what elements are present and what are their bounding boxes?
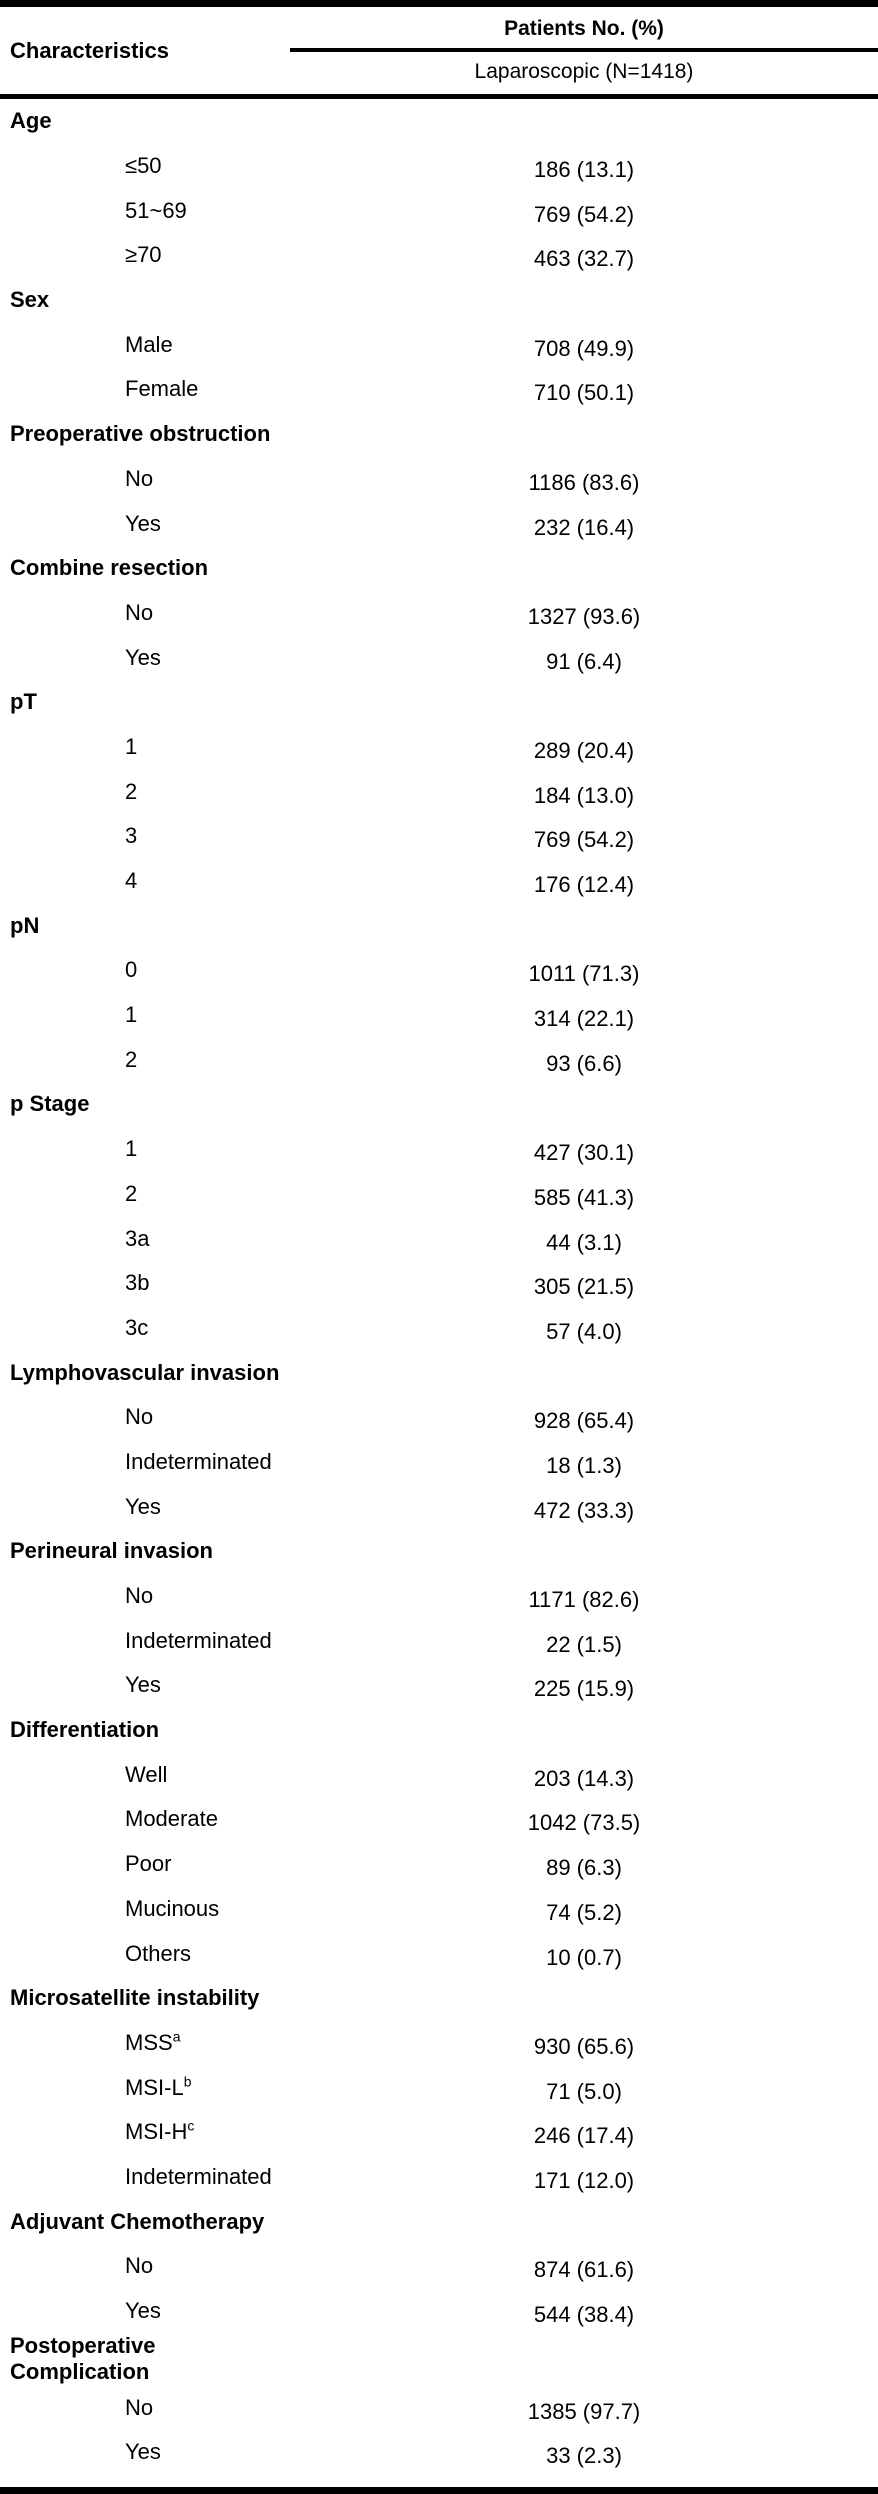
table-row [0,1172,878,1217]
row-value: 176 (12.4) [533,872,635,898]
table-row [0,2110,878,2155]
table-row [0,1618,878,1663]
table-row [0,322,878,367]
row-value: 93 (6.6) [546,1050,622,1076]
row-label-text: 3b [125,1270,150,1296]
row-label [125,242,162,268]
table-row [0,1887,878,1932]
row-label-superscript: c [187,2117,195,2134]
table-row [0,1931,878,1976]
row-value: 544 (38.4) [533,2302,635,2328]
row-label-text: Indeterminated [125,1448,272,1474]
table-row [0,2244,878,2289]
row-value: 1011 (71.3) [528,961,640,987]
row-value: 10 (0.7) [546,1944,622,1970]
section-header-row [0,1529,878,1574]
row-label-text: 51~69 [125,197,187,223]
row-value: 203 (14.3) [533,1765,635,1791]
row-value: 89 (6.3) [546,1855,622,1881]
row-label [125,1002,137,1028]
table-row [0,2289,878,2334]
section-title: pN [10,912,40,938]
table-row [0,859,878,904]
section-title: Microsatellite instability [10,1985,260,2011]
row-label-text: 1 [125,733,138,759]
table-row [0,501,878,546]
row-value: 57 (4.0) [546,1318,622,1344]
row-label [125,1270,149,1296]
table-body [0,99,878,2475]
table-row [0,1127,878,1172]
row-label-text: MSI-L [125,2074,184,2100]
row-label [125,2030,180,2056]
table-row [0,2385,878,2430]
row-label-text: Indeterminated [125,1627,272,1653]
section-header-row [0,1976,878,2021]
section-header-row [0,2199,878,2244]
row-label [125,511,161,537]
row-label [125,779,137,805]
table-row [0,2430,878,2475]
table-row [0,769,878,814]
section-title: Postoperative Complication [10,2333,156,2385]
row-label-text: No [125,2253,154,2279]
table-row [0,1574,878,1619]
section-title: Sex [10,287,50,313]
row-label [125,1449,272,1475]
patient-characteristics-table [0,7,878,2475]
row-label [125,376,198,402]
section-header-row [0,278,878,323]
row-label-text: Yes [125,1493,161,1519]
row-value: 928 (65.4) [533,1408,635,1434]
table-row [0,233,878,278]
row-value: 232 (16.4) [533,514,635,540]
row-value: 1186 (83.6) [528,469,640,495]
row-value: 305 (21.5) [533,1274,635,1300]
column-header-patients-no: Patients No. (%) [504,17,664,40]
section-header-row [0,903,878,948]
row-label-text: No [125,599,154,625]
row-label [125,600,153,626]
row-value: 585 (41.3) [533,1184,635,1210]
row-label-text: No [125,2394,154,2420]
section-header-row [0,680,878,725]
row-label-text: Yes [125,1672,161,1698]
row-label-superscript: a [172,2028,181,2045]
row-label [125,198,187,224]
section-header-row [0,1350,878,1395]
column-header-patients-group [290,7,878,94]
row-value: 1385 (97.7) [527,2398,641,2424]
row-label-text: MSI-H [125,2119,188,2145]
row-label [125,1762,167,1788]
row-label-text: Mucinous [125,1895,220,1921]
row-label [125,734,137,760]
row-label-text: Well [125,1761,168,1787]
row-label-text: MSS [125,2029,173,2055]
row-label [125,2395,153,2421]
table-row [0,814,878,859]
row-value: 1042 (73.5) [527,1810,641,1836]
row-label-text: 2 [125,1046,138,1072]
table-row [0,1842,878,1887]
table-row [0,1395,878,1440]
row-label [125,1672,161,1698]
row-label [125,2164,272,2190]
row-label-text: 2 [125,1180,138,1206]
row-label-text: Moderate [125,1806,218,1832]
row-label-text: Poor [125,1851,172,1877]
row-label [125,1136,137,1162]
row-label [125,645,161,671]
table-row [0,1306,878,1351]
row-value: 769 (54.2) [533,201,635,227]
table-row [0,948,878,993]
table-row [0,1484,878,1529]
row-label [125,2439,161,2465]
row-label [125,466,153,492]
table-row [0,367,878,412]
row-label [125,1628,272,1654]
row-value: 708 (49.9) [533,335,635,361]
table-row [0,2021,878,2066]
row-label [125,1315,148,1341]
row-label-text: Yes [125,2298,161,2324]
row-label [125,1047,137,1073]
section-title: p Stage [10,1091,90,1117]
row-value: 74 (5.2) [546,1899,622,1925]
section-header-row [0,99,878,144]
table-row [0,2155,878,2200]
column-header-characteristics: Characteristics [10,37,169,63]
row-label-text: Female [125,376,199,402]
table-row [0,1663,878,1708]
row-value: 769 (54.2) [533,827,635,853]
row-label [125,1851,171,1877]
section-header-row [0,1082,878,1127]
row-label-text: Male [125,331,173,357]
table-row [0,2065,878,2110]
row-label [125,868,137,894]
row-label [125,332,173,358]
row-label-text: 1 [125,1136,138,1162]
row-value: 186 (13.1) [533,157,635,183]
row-label [125,2298,161,2324]
row-label [125,2119,194,2145]
row-value: 289 (20.4) [533,737,635,763]
row-label-text: No [125,1583,154,1609]
row-label [125,2253,153,2279]
row-label [125,1494,161,1520]
row-label [125,1404,153,1430]
table-row [0,1752,878,1797]
table-header [0,7,878,99]
row-label-superscript: b [183,2073,192,2090]
section-title: Lymphovascular invasion [10,1359,280,1385]
table-row [0,188,878,233]
table-row [0,993,878,1038]
row-value: 22 (1.5) [546,1631,622,1657]
section-title: Combine resection [10,555,209,581]
row-label-text: 4 [125,868,138,894]
section-title: Differentiation [10,1717,160,1743]
row-value: 463 (32.7) [533,246,635,272]
row-label [125,957,137,983]
row-label [125,2075,191,2101]
row-label [125,1896,219,1922]
table-row [0,1797,878,1842]
row-label-text: No [125,465,154,491]
row-value: 1171 (82.6) [528,1587,640,1613]
column-subheader-laparoscopic: Laparoscopic (N=1418) [474,60,694,83]
row-label-text: ≥70 [125,242,162,268]
row-value: 874 (61.6) [533,2257,635,2283]
row-value: 427 (30.1) [533,1140,635,1166]
row-label [125,1941,191,1967]
table-row [0,1261,878,1306]
row-label-text: 3a [125,1225,150,1251]
row-value: 33 (2.3) [546,2443,622,2469]
row-label [125,1181,137,1207]
row-value: 71 (5.0) [546,2078,622,2104]
row-label-text: 1 [125,1002,138,1028]
row-label-text: ≤50 [125,153,162,179]
row-value: 171 (12.0) [533,2167,635,2193]
section-title: Adjuvant Chemotherapy [10,2208,265,2234]
row-value: 1327 (93.6) [527,603,641,629]
row-value: 246 (17.4) [533,2123,635,2149]
row-label-text: 2 [125,778,138,804]
table-row [0,457,878,502]
row-label [125,1806,218,1832]
table-row [0,1037,878,1082]
row-label [125,1226,149,1252]
row-value: 44 (3.1) [546,1229,622,1255]
row-label-text: Yes [125,510,161,536]
row-label-text: Others [125,1940,192,1966]
row-label-text: No [125,1404,154,1430]
section-header-row [0,1708,878,1753]
row-label [125,153,162,179]
table-row [0,725,878,770]
section-header-row [0,546,878,591]
table-row [0,1440,878,1485]
table-row [0,1216,878,1261]
section-title: Perineural invasion [10,1538,213,1564]
section-title: Preoperative obstruction [10,421,271,447]
row-value: 930 (65.6) [533,2033,635,2059]
row-label [125,823,137,849]
section-title: pT [10,689,37,715]
row-label-text: 3c [125,1314,149,1340]
row-label-text: Yes [125,2439,161,2465]
row-value: 225 (15.9) [533,1676,635,1702]
table-row [0,635,878,680]
row-label-text: Yes [125,644,161,670]
row-value: 91 (6.4) [546,648,622,674]
row-value: 314 (22.1) [533,1006,635,1032]
row-value: 710 (50.1) [533,380,635,406]
table-row [0,591,878,636]
row-value: 184 (13.0) [533,782,635,808]
section-header-row [0,412,878,457]
row-value: 18 (1.3) [546,1452,622,1478]
row-label-text: Indeterminated [125,2163,272,2189]
row-value: 472 (33.3) [533,1497,635,1523]
row-label-text: 3 [125,823,138,849]
row-label-text: 0 [125,957,138,983]
table-row [0,144,878,189]
section-title: Age [10,108,52,134]
section-header-row [0,2333,878,2385]
row-label [125,1583,153,1609]
